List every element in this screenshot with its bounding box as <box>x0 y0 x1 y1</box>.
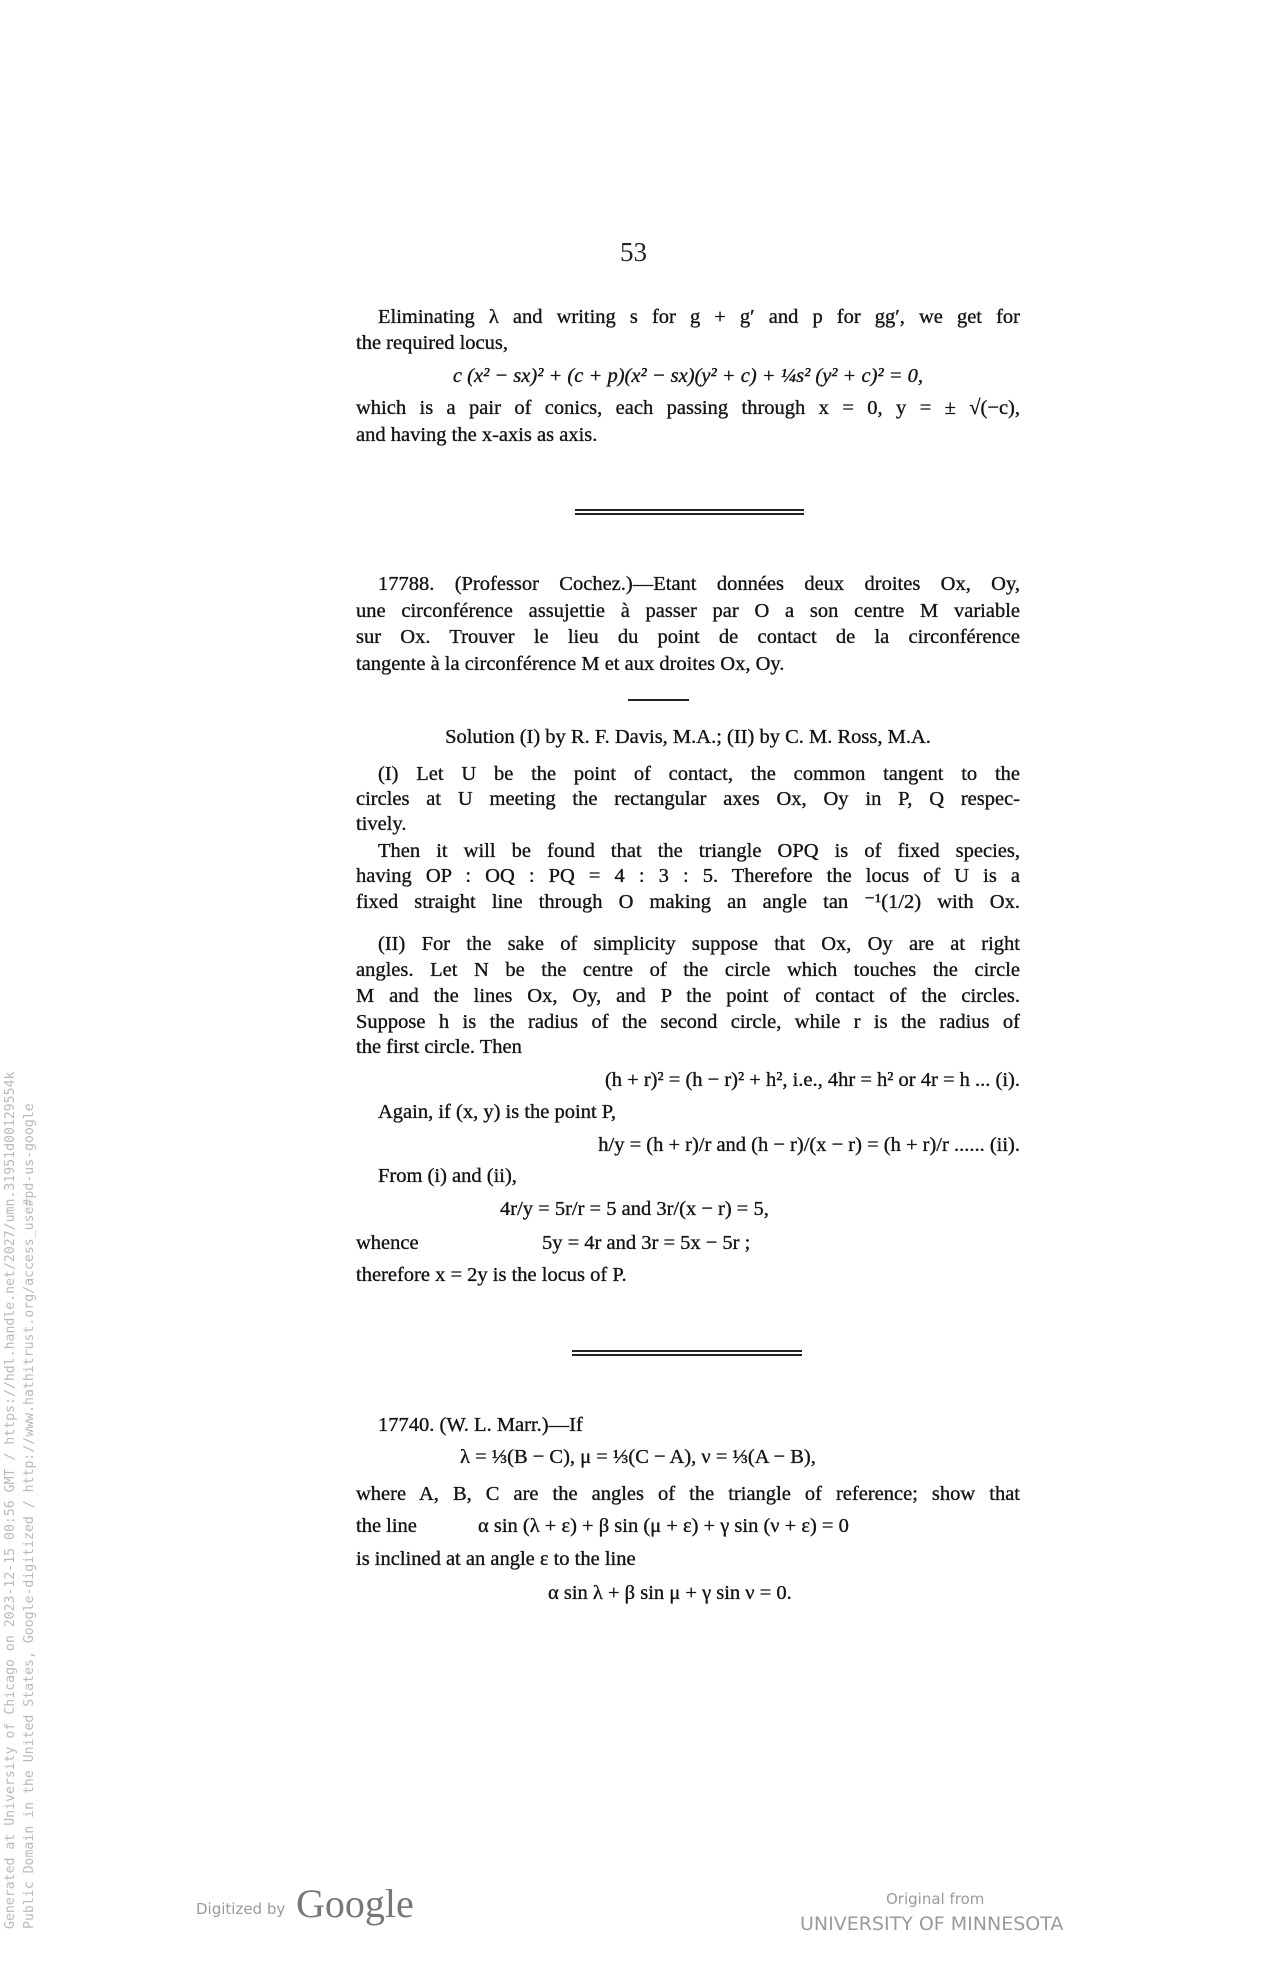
text-line: and having the x-axis as axis. <box>356 424 598 446</box>
equation: h/y = (h + r)/r and (h − r)/(x − r) = (h + r)/r ...... (ii). <box>598 1134 1020 1156</box>
equation: α sin (λ + ε) + β sin (μ + ε) + γ sin (ν + ε) = 0 <box>478 1515 849 1537</box>
equation: c (x² − sx)² + (c + p)(x² − sx)(y² + c) + ¼s² (y² + c)² = 0, <box>452 365 924 387</box>
equation: α sin λ + β sin μ + γ sin ν = 0. <box>548 1582 792 1604</box>
page-number: 53 <box>620 237 647 267</box>
text-line: the required locus, <box>356 332 508 354</box>
text-line: therefore x = 2y is the locus of P. <box>356 1264 627 1286</box>
text-line: M and the lines Ox, Oy, and P the point of contact of the circles. <box>356 985 1020 1007</box>
access-watermark <box>1 919 39 1929</box>
institution-label: UNIVERSITY OF MINNESOTA <box>800 1913 1064 1935</box>
text-line: angles. Let N be the centre of the circle which touches the circle <box>356 959 1020 981</box>
text-line: (II) For the sake of simplicity suppose that Ox, Oy are at right <box>378 933 1020 955</box>
watermark-line-1: Generated at University of Chicago on 2023-12-15 00:56 GMT / https://hdl.handle.net/2027/umn.31951d00129554k <box>3 1071 18 1929</box>
google-logo: Google <box>296 1881 414 1926</box>
digitized-by-label: Digitized by <box>196 1900 286 1918</box>
text-line: Again, if (x, y) is the point P, <box>378 1101 617 1123</box>
text-line: tively. <box>356 813 407 835</box>
text-line: which is a pair of conics, each passing through x = 0, y = ± √(−c), <box>356 397 1020 419</box>
question-line: tangente à la circonférence M et aux droites Ox, Oy. <box>356 653 785 675</box>
text-line: having OP : OQ : PQ = 4 : 3 : 5. Therefore the locus of U is a <box>356 865 1020 887</box>
text-line: the first circle. Then <box>356 1036 522 1058</box>
solution-heading: Solution (I) by R. F. Davis, M.A.; (II) by C. M. Ross, M.A. <box>445 726 931 748</box>
short-divider <box>628 699 689 701</box>
question-line: 17788. (Professor Cochez.)—Etant données deux droites Ox, Oy, <box>378 573 1020 595</box>
equation: 4r/y = 5r/r = 5 and 3r/(x − r) = 5, <box>500 1198 769 1220</box>
text-line: Then it will be found that the triangle OPQ is of fixed species, <box>378 840 1020 862</box>
question-line: une circonférence assujettie à passer par O a son centre M variable <box>356 600 1020 622</box>
watermark-line-2: Public Domain in the United States, Google-digitized / http://www.hathitrust.org/access_use#pd-us-google <box>22 1103 37 1929</box>
text-line: is inclined at an angle ε to the line <box>356 1548 636 1570</box>
equation: 5y = 4r and 3r = 5x − 5r ; <box>542 1232 751 1254</box>
text-line: Eliminating λ and writing s for g + g′ and p for gg′, we get for <box>378 306 1020 328</box>
equation: λ = ⅓(B − C), μ = ⅓(C − A), ν = ⅓(A − B), <box>460 1446 816 1468</box>
text-line: circles at U meeting the rectangular axes Ox, Oy in P, Q respec- <box>356 788 1020 810</box>
text-line: where A, B, C are the angles of the triangle of reference; show that <box>356 1483 1020 1505</box>
section-divider <box>572 1350 802 1356</box>
original-from-label: Original from <box>886 1890 985 1908</box>
text-line: whence <box>356 1232 419 1254</box>
text-line: the line <box>356 1515 417 1537</box>
question-line: 17740. (W. L. Marr.)—If <box>378 1414 583 1436</box>
section-divider <box>575 509 804 515</box>
text-line: fixed straight line through O making an angle tan ⁻¹(1/2) with Ox. <box>356 891 1020 913</box>
text-line: From (i) and (ii), <box>378 1165 517 1187</box>
question-line: sur Ox. Trouver le lieu du point de contact de la circonférence <box>356 626 1020 648</box>
text-line: (I) Let U be the point of contact, the common tangent to the <box>378 763 1020 785</box>
equation: (h + r)² = (h − r)² + h², i.e., 4hr = h² or 4r = h ... (i). <box>604 1069 1020 1091</box>
text-line: Suppose h is the radius of the second circle, while r is the radius of <box>356 1011 1020 1033</box>
